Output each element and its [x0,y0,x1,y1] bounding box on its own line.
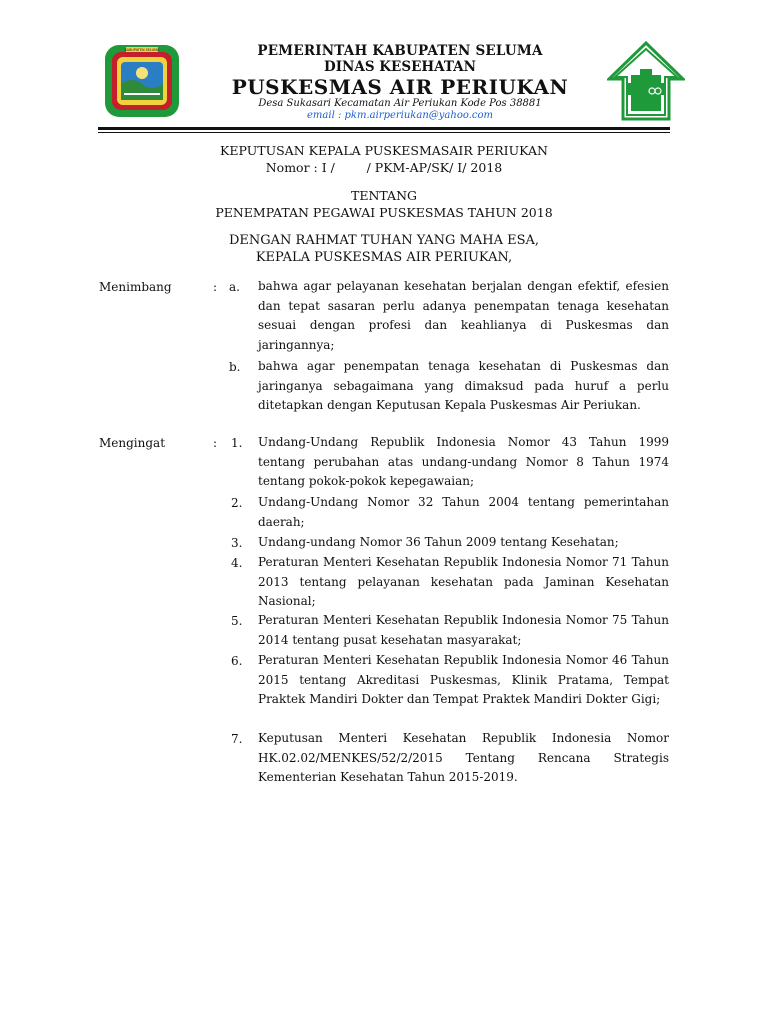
mengingat-mark-7: 7. [231,732,243,746]
menimbang-colon: : [213,280,218,294]
mengingat-mark-3: 3. [231,536,243,550]
mengingat-mark-4: 4. [231,556,243,570]
department-name: DINAS KESEHATAN [324,59,476,75]
menimbang-mark-b: b. [229,360,241,374]
mengingat-item-3: Undang-undang Nomor 36 Tahun 2009 tentang Kesehatan; [258,535,619,549]
government-name: PEMERINTAH KABUPATEN SELUMA [257,43,543,59]
menimbang-mark-a: a. [229,280,240,294]
mengingat-item-4: Peraturan Menteri Kesehatan Republik Indonesia Nomor 71 Tahun 2013 tentang pelayanan kesehatan pada Jaminan Kesehatan Nasional; [258,555,669,608]
mengingat-item-7: Keputusan Menteri Kesehatan Republik Indonesia Nomor HK.02.02/MENKES/52/2/2015 Tentang Rencana Strategis Kementerian Kesehatan Tahun 2015-2019. [258,731,669,784]
menimbang-item-b: bahwa agar penempatan tenaga kesehatan di Puskesmas dan jaringanya sebagaimana yang dimaksud pada huruf a perlu ditetapkan dengan Keputusan Kepala Puskesmas Air Periukan. [258,359,669,412]
mengingat-item-5: Peraturan Menteri Kesehatan Republik Indonesia Nomor 75 Tahun 2014 tentang pusat kesehatan masyarakat; [258,613,669,647]
institution-email: email : pkm.airperiukan@yahoo.com [307,110,493,121]
kabupaten-seluma-logo [104,44,180,118]
mengingat-item-2: Undang-Undang Nomor 32 Tahun 2004 tentang pemerintahan daerah; [258,495,669,529]
logo-banner-text: KABUPATEN SELUMA [124,48,160,52]
decree-opening-2: KEPALA PUSKESMAS AIR PERIUKAN, [255,250,513,265]
decree-subject: PENEMPATAN PEGAWAI PUSKESMAS TAHUN 2018 [215,205,553,220]
decree-about: TENTANG [350,188,417,203]
letterhead-rule-thin [98,132,670,133]
mengingat-label: Mengingat [99,436,166,450]
mengingat-colon: : [213,436,218,450]
menimbang-label: Menimbang [99,280,172,294]
menimbang-item-a: bahwa agar pelayanan kesehatan berjalan dengan efektif, efesien dan tepat sasaran perlu adanya penempatan tenaga kesehatan sesuai dengan profesi dan keahlianya di Puskesmas dan jaringannya; [258,279,669,352]
mengingat-mark-5: 5. [231,614,243,628]
decree-number: Nomor : I / / PKM-AP/SK/ I/ 2018 [265,160,503,175]
mengingat-item-6: Peraturan Menteri Kesehatan Republik Indonesia Nomor 46 Tahun 2015 tentang Akreditasi Puskesmas, Klinik Pratama, Tempat Praktek Mandiri Dokter dan Tempat Praktek Mandiri Dokter Gigi; [258,653,669,706]
mengingat-mark-2: 2. [231,496,243,510]
decree-title: KEPUTUSAN KEPALA PUSKESMASAIR PERIUKAN [220,143,548,158]
letterhead-rule-thick [98,127,670,130]
decree-opening-1: DENGAN RAHMAT TUHAN YANG MAHA ESA, [228,233,540,248]
institution-address: Desa Sukasari Kecamatan Air Periukan Kode Pos 38881 [258,98,542,109]
mengingat-item-1: Undang-Undang Republik Indonesia Nomor 43 Tahun 1999 tentang perubahan atas undang-undang Nomor 8 Tahun 1974 tentang pokok-pokok kepegawaian; [258,435,669,488]
institution-title: PUSKESMAS AIR PERIUKAN [231,75,569,99]
mengingat-mark-1: 1. [231,436,243,450]
mengingat-mark-6: 6. [231,654,243,668]
